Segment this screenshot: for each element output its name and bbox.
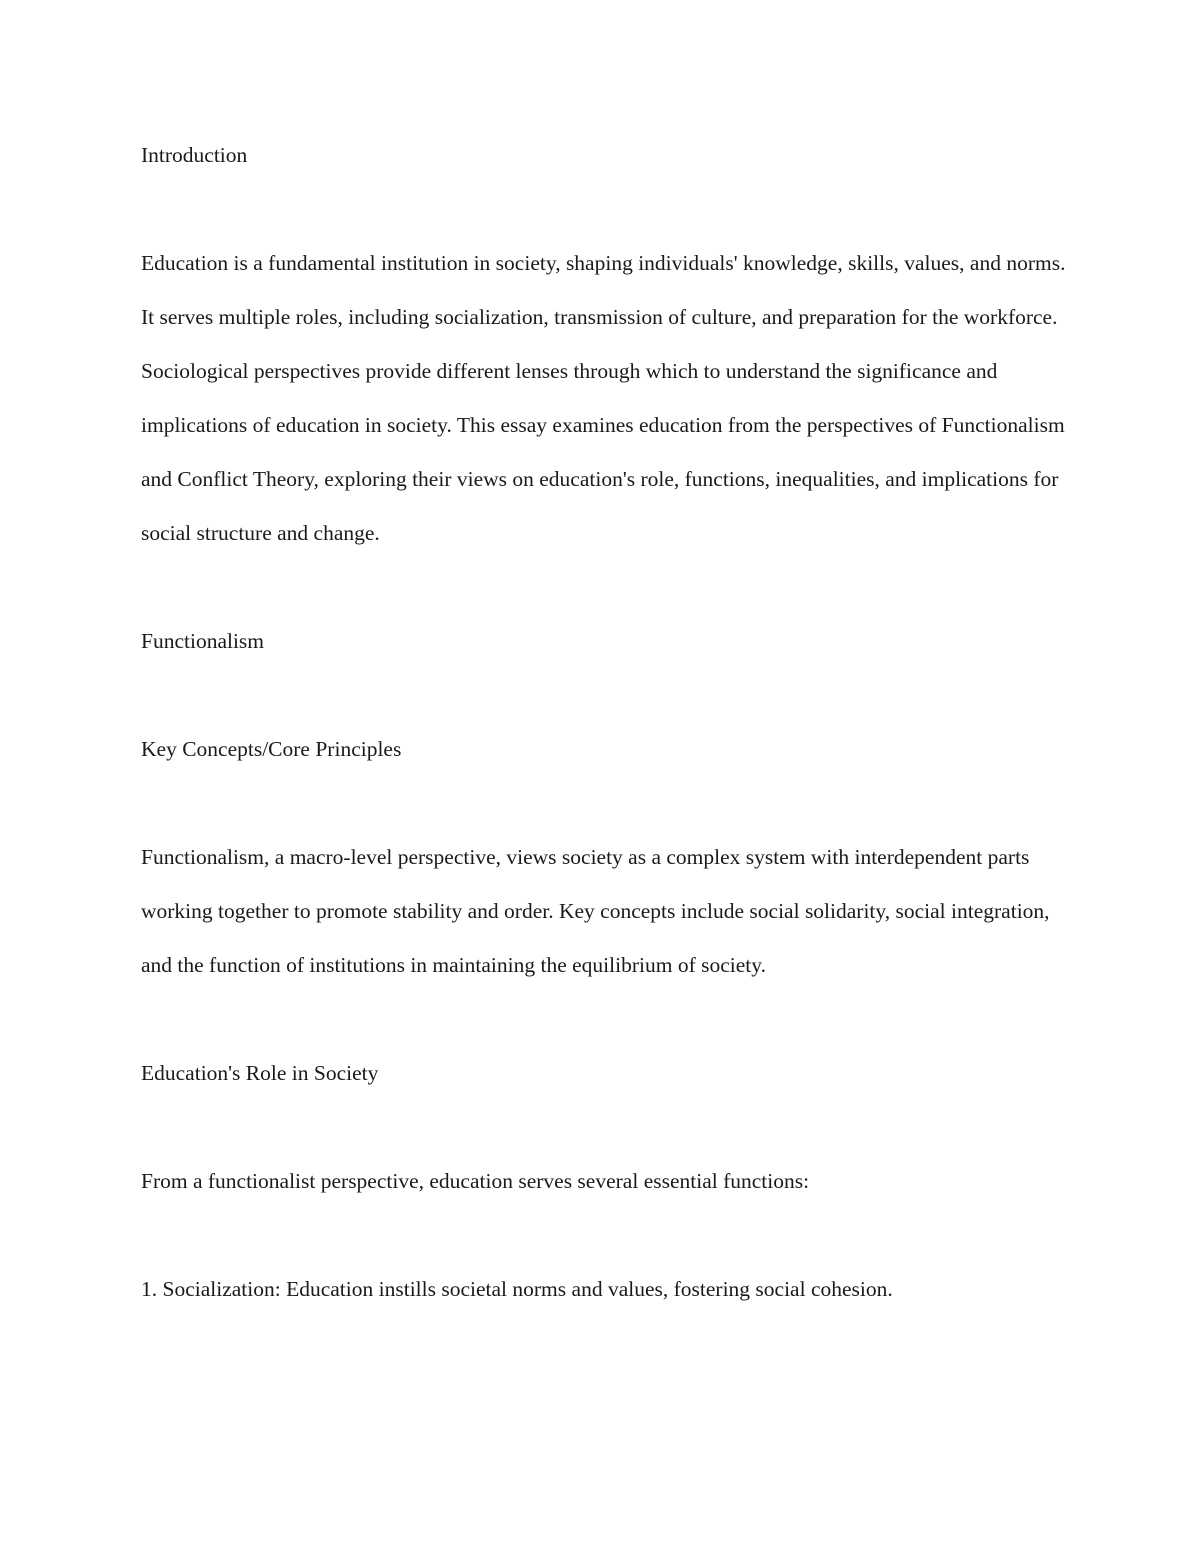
paragraph-introduction: Education is a fundamental institution in society, shaping individuals' knowledge, skills, values, and norms. It serves multiple roles, including socialization, transmission of culture, and preparation for the workforce. Sociological perspectives provide different lenses through which to understand the significance and implications of education in society. This essay examines education from the perspectives of Functionalism and Conflict Theory, exploring their views on education's role, functions, inequalities, and implications for social structure and change. <box>141 251 1066 545</box>
document-body <box>141 128 1071 1370</box>
heading-introduction: Introduction <box>141 143 248 167</box>
paragraph-key-concepts: Functionalism, a macro-level perspective, views society as a complex system with interdependent parts working together to promote stability and order. Key concepts include social solidarity, social integration, and the function of institutions in maintaining the equilibrium of society. <box>141 845 1050 977</box>
heading-key-concepts: Key Concepts/Core Principles <box>141 737 402 761</box>
list-item: 1. Socialization: Education instills societal norms and values, fostering social cohesion. <box>141 1277 893 1301</box>
paragraph-role-intro: From a functionalist perspective, education serves several essential functions: <box>141 1169 810 1193</box>
heading-role-in-society: Education's Role in Society <box>141 1061 379 1085</box>
heading-functionalism: Functionalism <box>141 629 265 653</box>
